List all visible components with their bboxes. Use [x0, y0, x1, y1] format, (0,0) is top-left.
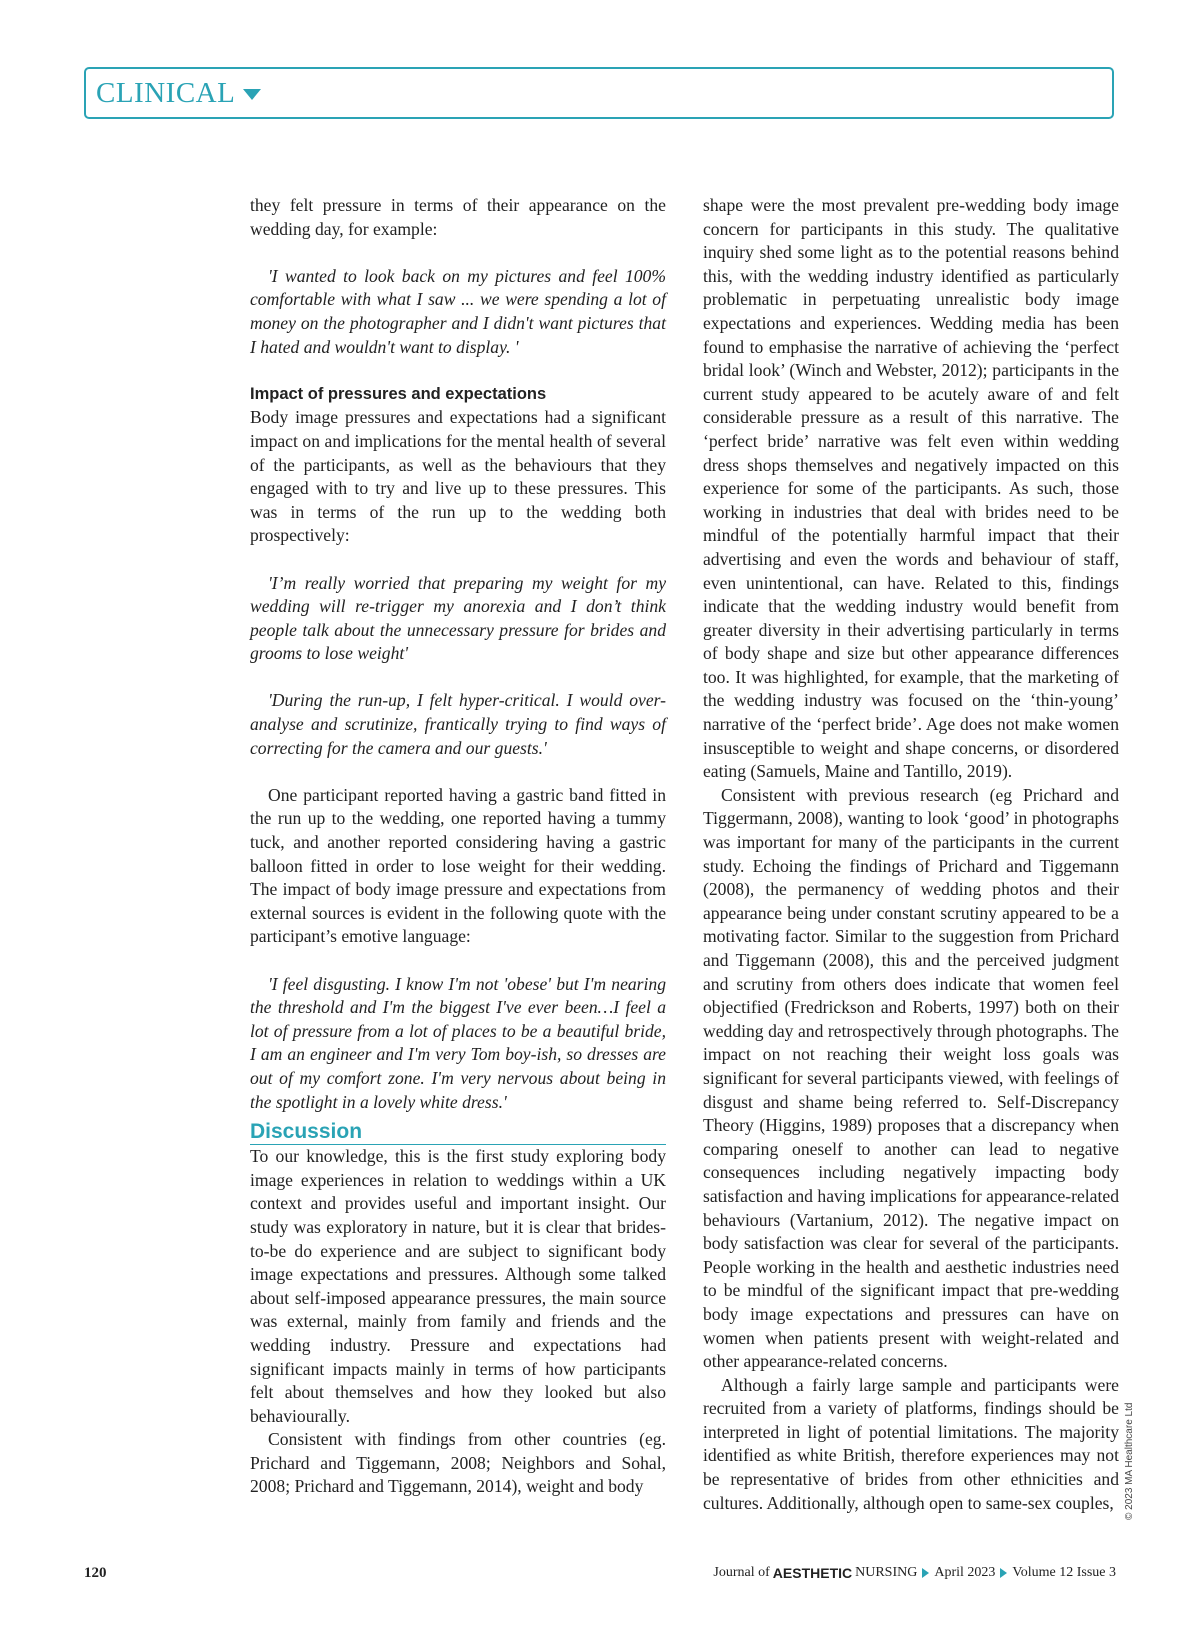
journal-suffix: NURSING: [855, 1565, 918, 1580]
section-label: [96, 77, 261, 110]
paragraph: Body image pressures and expectations had a significant impact on and implications for the mental health of several of the participants, as well as the behaviours that they engaged with to try and live up to these pressures. This was in terms of the run up to the wedding both prospectively:: [250, 407, 666, 546]
journal-footer: [713, 1565, 1116, 1581]
paragraph: One participant reported having a gastric band fitted in the run up to the wedding, one reported having a tummy tuck, and another reported considering having a gastric balloon fitted in order to lose weight for their wedding. The impact of body image pressure and expectations from external sources is evident in the following quote with the participant’s emotive language:: [250, 784, 666, 947]
paragraph: To our knowledge, this is the first study exploring body image experiences in relation to weddings within a UK context and provides useful and important insight. Our study was exploratory in nature, but it is clear that brides-to-be do experience and are subject to significant body image expectations and pressures. Although some talked about self-imposed appearance pressures, the main source was external, mainly from family and friends and the wedding industry. Pressure and expectations had significant impacts mainly in terms of how participants felt about themselves and how they looked but also behaviourally.: [250, 1146, 666, 1426]
volume-issue: Volume 12 Issue 3: [1012, 1565, 1116, 1580]
journal-prefix: Journal of: [713, 1565, 770, 1580]
participant-quote: 'I feel disgusting. I know I'm not 'obese' but I'm nearing the threshold and I'm the biggest I've ever been…I feel a lot of pressure from a lot of places to be a beautiful bride, I am an engineer and I'm very Tom boy-ish, so dresses are out of my comfort zone. I'm very nervous about being in the spotlight in a lovely white dress.': [250, 973, 666, 1112]
journal-brand: AESTHETIC: [772, 1565, 853, 1581]
arrow-right-icon: [1000, 1568, 1007, 1578]
triangle-down-icon: [243, 89, 261, 100]
paragraph: Consistent with previous research (eg Prichard and Tiggermann, 2008), wanting to look ‘good’ in photographs was important for many of the participants in the current study. Echoing the findings of Prichard and Tiggemann (2008), the permanency of wedding photos and their appearance being under constant scrutiny appeared to be a motivating factor. Similar to the suggestion from Prichard and Tiggemann (2008), this and the perceived judgment and scrutiny from others does indicate that women feel objectified (Fredrickson and Roberts, 1997) both on their wedding day and retrospectively through photographs. The impact on not reaching their weight loss goals was significant for several participants viewed, with feelings of disgust and shame being referred to. Self-Discrepancy Theory (Higgins, 1989) proposes that a discrepancy when comparing oneself to another can lead to negative consequences including negatively impacting body satisfaction and having implications for appearance-related behaviours (Vartanium, 2012). The negative impact on body satisfaction was clear for several of the participants. People working in the health and aesthetic industries need to be mindful of the significant impact that pre-wedding body image expectations and pressures can have on women when patients present with weight-related and other appearance-related concerns.: [703, 784, 1119, 1372]
participant-quote: 'During the run-up, I felt hyper-critical. I would over-analyse and scrutinize, frantically trying to find ways of correcting for the camera and our guests.': [250, 690, 666, 758]
paragraph: Although a fairly large sample and participants were recruited from a variety of platforms, findings should be interpreted in light of potential limitations. The majority identified as white British, therefore experiences may not be representative of brides from other ethnicities and cultures. Additionally, although open to same-sex couples,: [703, 1374, 1119, 1513]
participant-quote: 'I wanted to look back on my pictures and feel 100% comfortable with what I saw ... we were spending a lot of money on the photographer and I didn't want pictures that I hated and wouldn't want to display. ': [250, 265, 666, 357]
page-number: 120: [84, 1565, 107, 1581]
right-column: [703, 194, 1119, 1515]
discussion-heading: Discussion: [250, 1120, 666, 1145]
paragraph: Consistent with findings from other countries (eg. Prichard and Tiggemann, 2008; Neighbors and Sohal, 2008; Prichard and Tiggemann, 2014), weight and body: [250, 1429, 666, 1497]
paragraph: they felt pressure in terms of their appearance on the wedding day, for example:: [250, 195, 666, 239]
section-header-box: [84, 67, 1114, 119]
paragraph: shape were the most prevalent pre-wedding body image concern for participants in this study. The qualitative inquiry shed some light as to the potential reasons behind this, with the wedding industry identified as particularly problematic in perpetuating unrealistic body image expectations and experiences. Wedding media has been found to emphasise the narrative of achieving the ‘perfect bridal look’ (Winch and Webster, 2012); participants in the current study appeared to be acutely aware of and felt considerable pressure as a result of this narrative. The ‘perfect bride’ narrative was felt even within wedding dress shops themselves and negatively impacted on this experience for some of the participants. As such, those working in industries that deal with brides need to be mindful of the potentially harmful impact that their advertising and even the words and behaviour of staff, even unintentional, can have. Related to this, findings indicate that the wedding industry would benefit from greater diversity in their advertising particularly in terms of body shape and size but other appearance differences too. It was highlighted, for example, that the marketing of the wedding industry was focused on the ‘thin-young’ narrative of the ‘perfect bride’. Age does not make women insusceptible to weight and shape concerns, or disordered eating (Samuels, Maine and Tantillo, 2019).: [703, 195, 1119, 782]
left-column: [250, 194, 666, 1499]
section-title: CLINICAL: [96, 77, 236, 109]
copyright-notice: © 2023 MA Healthcare Ltd: [1124, 1402, 1135, 1520]
participant-quote: 'I’m really worried that preparing my weight for my wedding will re-trigger my anorexia and I don’t think people talk about the unnecessary pressure for brides and grooms to lose weight': [250, 572, 666, 664]
issue-date: April 2023: [934, 1565, 996, 1580]
subheading: Impact of pressures and expectations: [250, 384, 547, 403]
arrow-right-icon: [922, 1568, 929, 1578]
